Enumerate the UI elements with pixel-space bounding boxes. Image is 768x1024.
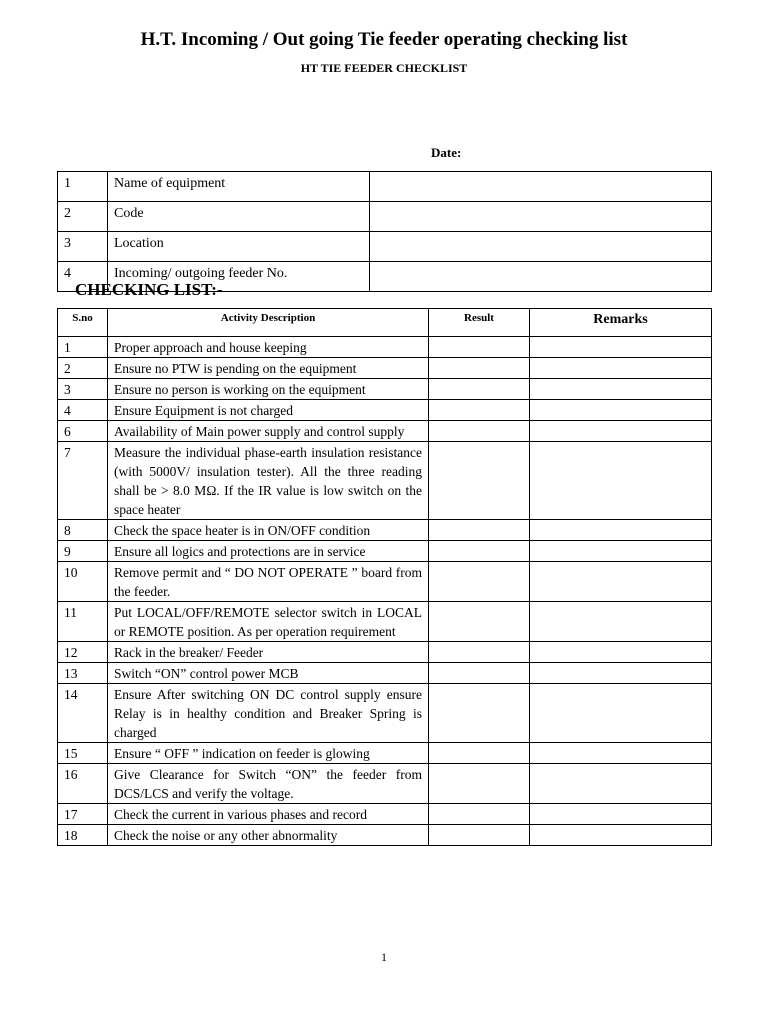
checklist-sno: 14 — [58, 684, 108, 743]
info-row-label: Incoming/ outgoing feeder No. — [108, 262, 370, 292]
checklist-result-field[interactable] — [429, 421, 530, 442]
checklist-remarks-field[interactable] — [530, 442, 712, 520]
checklist-result-field[interactable] — [429, 541, 530, 562]
checklist-result-field[interactable] — [429, 337, 530, 358]
checklist-activity: Remove permit and “ DO NOT OPERATE ” board from the feeder. — [108, 562, 429, 602]
checklist-remarks-field[interactable] — [530, 520, 712, 541]
info-row-number: 3 — [58, 232, 108, 262]
checklist-activity: Ensure no person is working on the equipment — [108, 379, 429, 400]
document-title: H.T. Incoming / Out going Tie feeder operating checking list — [140, 29, 628, 50]
info-row — [58, 232, 712, 262]
checklist-sno: 3 — [58, 379, 108, 400]
checklist-row — [58, 400, 712, 421]
checklist-result-field[interactable] — [429, 602, 530, 642]
checklist-sno: 12 — [58, 642, 108, 663]
checklist-sno: 18 — [58, 825, 108, 846]
checklist-activity: Ensure Equipment is not charged — [108, 400, 429, 421]
checklist-row — [58, 358, 712, 379]
checklist-sno: 6 — [58, 421, 108, 442]
checklist-remarks-field[interactable] — [530, 602, 712, 642]
checklist-activity: Switch “ON” control power MCB — [108, 663, 429, 684]
checklist-remarks-field[interactable] — [530, 337, 712, 358]
checklist-result-field[interactable] — [429, 562, 530, 602]
checklist-sno: 9 — [58, 541, 108, 562]
checklist-activity: Measure the individual phase-earth insulation resistance (with 5000V/ insulation tester). All the three reading shall be > 8.0 MΩ. If the IR value is low switch on the space heater — [108, 442, 429, 520]
header-remarks: Remarks — [530, 309, 712, 337]
checklist-result-field[interactable] — [429, 520, 530, 541]
checklist-row — [58, 520, 712, 541]
checklist-activity: Proper approach and house keeping — [108, 337, 429, 358]
equipment-info-table — [57, 171, 712, 292]
checklist-remarks-field[interactable] — [530, 400, 712, 421]
checklist-row — [58, 541, 712, 562]
checklist-activity: Ensure no PTW is pending on the equipment — [108, 358, 429, 379]
checklist-remarks-field[interactable] — [530, 663, 712, 684]
checklist-result-field[interactable] — [429, 684, 530, 743]
checklist-sno: 17 — [58, 804, 108, 825]
info-row-label: Name of equipment — [108, 172, 370, 202]
checklist-result-field[interactable] — [429, 825, 530, 846]
info-row-value-field[interactable] — [370, 172, 712, 202]
header-result: Result — [429, 309, 530, 337]
checklist-header-row — [58, 309, 712, 337]
checklist-row — [58, 602, 712, 642]
checklist-remarks-field[interactable] — [530, 743, 712, 764]
checklist-result-field[interactable] — [429, 764, 530, 804]
checklist-row — [58, 764, 712, 804]
checklist-activity: Give Clearance for Switch “ON” the feeder from DCS/LCS and verify the voltage. — [108, 764, 429, 804]
checklist-row — [58, 642, 712, 663]
checklist-row — [58, 684, 712, 743]
checklist-sno: 7 — [58, 442, 108, 520]
checklist-sno: 8 — [58, 520, 108, 541]
checklist-remarks-field[interactable] — [530, 421, 712, 442]
section-title: CHECKING LIST:- — [75, 280, 223, 299]
checklist-result-field[interactable] — [429, 663, 530, 684]
checklist-activity: Ensure “ OFF ” indication on feeder is glowing — [108, 743, 429, 764]
checklist-result-field[interactable] — [429, 804, 530, 825]
checklist-remarks-field[interactable] — [530, 379, 712, 400]
checklist-remarks-field[interactable] — [530, 764, 712, 804]
checklist-sno: 11 — [58, 602, 108, 642]
checklist-activity: Ensure After switching ON DC control supply ensure Relay is in healthy condition and Breaker Spring is charged — [108, 684, 429, 743]
header-activity: Activity Description — [108, 309, 429, 337]
info-row — [58, 172, 712, 202]
checklist-sno: 1 — [58, 337, 108, 358]
checklist-result-field[interactable] — [429, 442, 530, 520]
checklist-remarks-field[interactable] — [530, 825, 712, 846]
checklist-row — [58, 562, 712, 602]
checklist-activity: Ensure all logics and protections are in service — [108, 541, 429, 562]
date-label: Date: — [431, 145, 462, 160]
info-row-label: Location — [108, 232, 370, 262]
checklist-row — [58, 743, 712, 764]
checklist-remarks-field[interactable] — [530, 562, 712, 602]
checklist-activity: Check the current in various phases and record — [108, 804, 429, 825]
checklist-remarks-field[interactable] — [530, 684, 712, 743]
checklist-sno: 15 — [58, 743, 108, 764]
document-subtitle: HT TIE FEEDER CHECKLIST — [300, 61, 468, 75]
checklist-row — [58, 337, 712, 358]
checklist-sno: 16 — [58, 764, 108, 804]
checklist-row — [58, 421, 712, 442]
page-number: 1 — [381, 950, 387, 964]
checklist-remarks-field[interactable] — [530, 642, 712, 663]
info-row-value-field[interactable] — [370, 232, 712, 262]
checklist-result-field[interactable] — [429, 642, 530, 663]
header-sno: S.no — [58, 309, 108, 337]
checklist-result-field[interactable] — [429, 358, 530, 379]
info-row — [58, 202, 712, 232]
checklist-remarks-field[interactable] — [530, 804, 712, 825]
checklist-remarks-field[interactable] — [530, 358, 712, 379]
checklist-activity: Rack in the breaker/ Feeder — [108, 642, 429, 663]
checklist-row — [58, 442, 712, 520]
checklist-sno: 10 — [58, 562, 108, 602]
info-row-number: 1 — [58, 172, 108, 202]
checklist-activity: Put LOCAL/OFF/REMOTE selector switch in LOCAL or REMOTE position. As per operation requirement — [108, 602, 429, 642]
checklist-sno: 13 — [58, 663, 108, 684]
checklist-remarks-field[interactable] — [530, 541, 712, 562]
checklist-row — [58, 379, 712, 400]
checklist-result-field[interactable] — [429, 743, 530, 764]
checklist-row — [58, 663, 712, 684]
checklist-activity: Check the noise or any other abnormality — [108, 825, 429, 846]
checklist-sno: 2 — [58, 358, 108, 379]
checklist-activity: Availability of Main power supply and control supply — [108, 421, 429, 442]
checklist-row — [58, 825, 712, 846]
checklist-sno: 4 — [58, 400, 108, 421]
info-row-number: 4 — [58, 262, 108, 292]
checklist-row — [58, 804, 712, 825]
info-row-label: Code — [108, 202, 370, 232]
checklist-table — [57, 308, 712, 846]
checklist-result-field[interactable] — [429, 400, 530, 421]
info-row-value-field[interactable] — [370, 262, 712, 292]
info-row-value-field[interactable] — [370, 202, 712, 232]
checklist-activity: Check the space heater is in ON/OFF condition — [108, 520, 429, 541]
checklist-result-field[interactable] — [429, 379, 530, 400]
info-row-number: 2 — [58, 202, 108, 232]
